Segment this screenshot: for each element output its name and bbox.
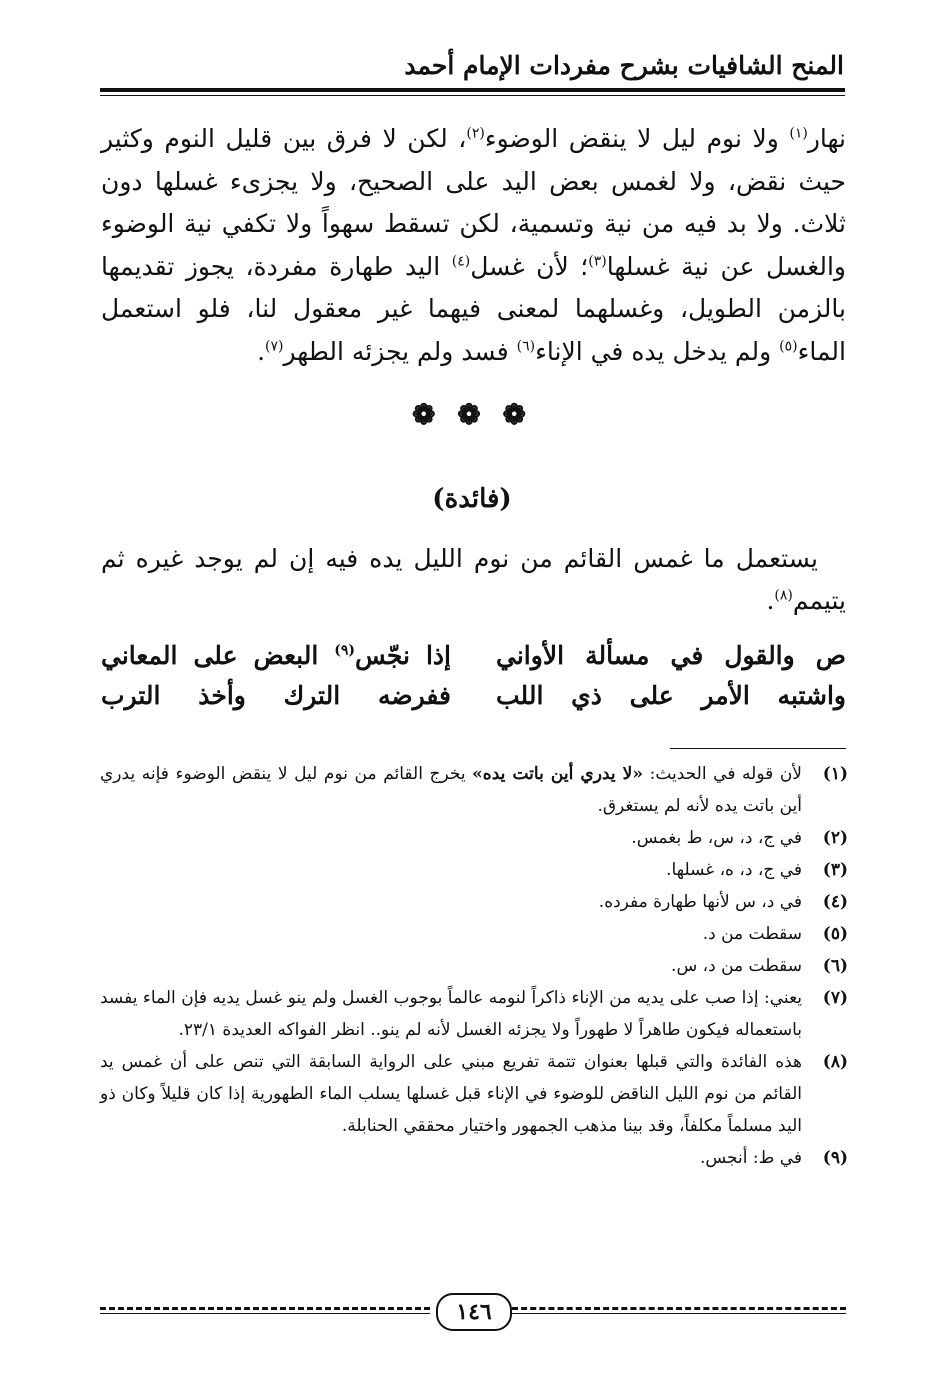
footnote (100, 854, 848, 886)
footer-rule (512, 1313, 846, 1314)
text-segment: ولا نوم ليل لا ينقض الوضوء (484, 124, 790, 153)
poem-hemistich (101, 636, 451, 676)
footnote (100, 1142, 848, 1174)
footnotes (100, 758, 848, 1174)
footnote-number: (٤) (822, 892, 848, 912)
section-heading: (فائدة) (432, 484, 512, 514)
footnote (100, 950, 848, 982)
footnote-number: (٨) (822, 1052, 848, 1072)
text-segment: نهار (807, 124, 846, 153)
footnote-ref-7: (٧) (265, 338, 284, 355)
footnote-text: في د، س لأنها طهارة مفرده. (598, 892, 802, 912)
footnote-rule (670, 748, 846, 749)
running-title: المنح الشافيات بشرح مفردات الإمام أحمد (404, 51, 844, 80)
page-number: ١٤٦ (436, 1293, 512, 1331)
poem-hemistich: ص والقول في مسألة الأواني (496, 641, 846, 670)
section-separator: ❁ ❁ ❁ (412, 398, 532, 431)
faida-paragraph (101, 538, 846, 622)
footnote-ref-6: (٦) (516, 338, 536, 355)
footnote-ref-9: (٩) (334, 642, 356, 659)
footer-rule (100, 1307, 430, 1310)
poem-verse-1 (101, 636, 846, 676)
poem-verse-2 (101, 676, 846, 716)
footnote-text: في ج، د، ه، غسلها. (666, 860, 802, 880)
footnote-number: (١) (822, 764, 848, 784)
poem-text: البعض على المعاني (101, 641, 335, 670)
footnote-ref-4: (٤) (451, 253, 471, 270)
text-segment: . (257, 336, 266, 366)
faida-end: . (766, 586, 775, 615)
footnote-text: في ج، د، س، ط بغمس. (631, 828, 802, 848)
footnote-text: لأن قوله في الحديث: (643, 764, 803, 784)
poem-hemistich: ففرضه الترك وأخذ الترب (101, 681, 451, 710)
footnote (100, 758, 848, 822)
text-segment: ، لكن لا فرق بين قليل النوم وكثير حيث نقض، ولا لغمس بعض اليد على الصحيح، ولا يجزىء غسلها دون ثلاث. ولا بد فيه من نية وتسمية، لكن تسقط سهواً ولا تكفي نية الوضوء والغسل عن نية غسلها (101, 124, 846, 281)
footnote-ref-1: (١) (789, 125, 808, 142)
footnote-number: (٢) (822, 828, 848, 848)
main-paragraph (101, 118, 846, 373)
hadith-quote: «لا يدري أين باتت يده» (472, 764, 644, 784)
footnote-number: (٩) (822, 1148, 848, 1168)
footnote (100, 1046, 848, 1142)
footnote (100, 822, 848, 854)
footnote-text: سقطت من د، س. (671, 956, 802, 976)
footnote-text: سقطت من د. (702, 924, 802, 944)
header-rule-thin (100, 95, 845, 96)
footnote-number: (٣) (822, 860, 848, 880)
footnote-text: يعني: إذا صب على يديه من الإناء ذاكراً لنومه عالماً بوجوب الغسل ولم ينو غسل يديه فإن الماء يفسد باستعماله فيكون طاهراً لا طهوراً ولا يجزئه الغسل لأنه لم ينو.. انظر الفواكه العديدة ٢٣/١. (100, 988, 802, 1040)
footnote-ref-2: (٢) (466, 125, 485, 142)
footnote (100, 886, 848, 918)
text-segment: اليد طهارة مفردة، يجوز تقديمها بالزمن الطويل، وغسلهما لمعنى فيهما غير معقول لنا، فلو استعمل الماء (101, 251, 846, 366)
footnote-text: يخرج القائم من نوم ليل لا ينقض الوضوء فإنه يدري أين باتت يده لأنه لم يستغرق. (100, 764, 802, 816)
footnote-text: هذه الفائدة والتي قبلها بعنوان تتمة تفريع مبني على الرواية السابقة التي تنص على أن غمس يد القائم من نوم الليل الناقض للوضوء في الإناء قبل غسلها يسلب الماء الطهورية إذا كان قليلاً وكان ذو اليد مسلماً مكلفاً، وقد بينا مذهب الجمهور واختيار محققي الحنابلة. (100, 1052, 802, 1136)
footnote-ref-5: (٥) (779, 338, 798, 355)
header-rule (100, 88, 845, 92)
text-segment: ؛ لأن غسل (470, 251, 589, 281)
main-paragraph-text (101, 118, 846, 373)
footnote-text: في ط: أنجس. (699, 1148, 802, 1168)
faida-text: يستعمل ما غمس القائم من نوم الليل يده فيه إن لم يوجد غيره ثم يتيمم (101, 544, 846, 615)
text-segment: فسد ولم يجزئه الطهر (283, 336, 517, 366)
footnote-number: (٥) (822, 924, 848, 944)
footnote (100, 982, 848, 1046)
footnote (100, 918, 848, 950)
text-segment: ولم يدخل يده في الإناء (535, 336, 780, 366)
footer-rule (512, 1307, 846, 1310)
footnote-ref-3: (٣) (588, 253, 607, 270)
footnote-ref-8: (٨) (774, 587, 793, 604)
poem-hemistich: واشتبه الأمر على ذي اللب (496, 681, 846, 710)
footnote-number: (٦) (822, 956, 848, 976)
footnote-number: (٧) (822, 988, 848, 1008)
footer-rule (100, 1313, 430, 1314)
poem-text: إذا نجّس (355, 641, 451, 670)
